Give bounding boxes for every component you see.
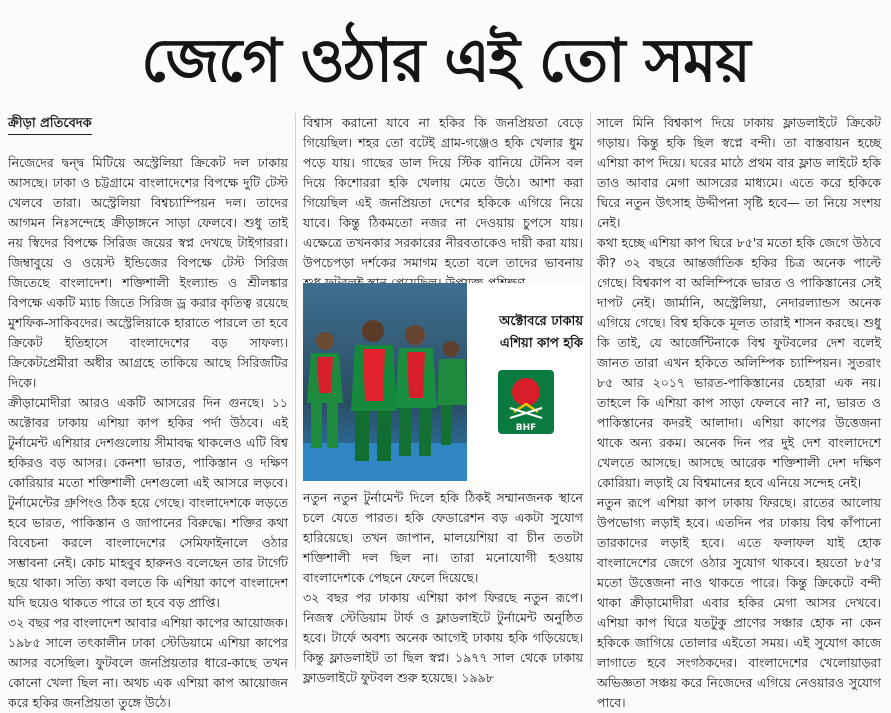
paragraph: বিশ্বাস করানো যাবে না হকির কি জনপ্রিয়তা বেড়ে গিয়েছিল। শহর তো বটেই গ্রাম-গঞ্জেও হকি খেলার ধুম পড়ে যায়। গাছের ডাল দিয়ে স্টিক বানিয়ে টেনিস বল দিয়ে কিশোররা হকি খেলায় মেতে উঠে। আশা করা গিয়েছিল এই জনপ্রিয়তা দেশের হকিকে এগিয়ে নিয়ে যাবে। কিন্তু ঠিকমতো নজর না দেওয়ায় চুপসে যায়। এক্ষেত্রে তখনকার সরকারের নীরবতাকেও দায়ী করা যায়। উপচেপড়া দর্শকের সমাগম হতো বলে তাদের ভাবনায় [303,115,583,270]
article-column-2-top [303,113,583,279]
paragraph: নতুন রূপে এশিয়া কাপ ঢাকায় ফিরছে। রাতের আলোয় উপভোগ্য লড়াই হবে। এতদিন পর ঢাকায় বিশ্ব কাঁপানো তারকাদের লড়াই হবে। এতে ফলাফল যাই হোক বাংলাদেশের জেগে ওঠার সুযোগ থাকবে। হয়তো ৮৫'র মতো উত্তেজনা নাও থাকতে পারে। কিন্তু ক্রিকেটে বন্দী থাকা ক্রীড়ামোদীরা এবার হকির মেগা আসর দেখবে। এশিয়া কাপ ঘিরে যতটুকু প্রাণের সঞ্চার হোক না কেন হকিকে জাগিয়ে তোলার এইতো সময়। এই সুযোগ কাজে লাগাতে হবে সংগঠকদের। বাংলাদেশের খেলোয়াড়রা অভিজ্ঞতা সঞ্চয় করে নিজেদের এগিয়ে নেওয়ারও সুযোগ পাবে। [597,495,881,710]
caption-line: অক্টোবরে ঢাকায় [499,314,583,329]
caption-line: এশিয়া কাপ হকি [499,336,583,351]
paragraph: ক্রীড়ামোদীরা আরও একটি আসরের দিন গুনছে। ১১ অক্টোবর ঢাকায় এশিয়া কাপ হকির পর্দা উঠবে। এই টুর্নামেন্ট এশিয়ার দেশগুলোয় সীমাবদ্ধ থাকলেও এটি বিশ্ব হকিরও বড় আসর। কেনশা ভারত, পাকিস্তান ও দক্ষিণ কোরিয়ার মতো শক্তিশালী দেশগুলো এই আসরে লড়বে। টুর্নামেন্টের গ্রুপিংও ঠিক হয়ে গেছে। বাংলাদেশকে লড়তে হবে ভারত, পাকিস্তান ও জাপানের বিরুদ্ধে। শক্তির কথা বিবেচনা করলে বাংলাদেশের সেমিফাইনালে ওঠার সম্ভাবনা নেই। কোচ মাহবুব হারুনও বলেছেন তার টার্গেট ছয়ে থাকা। সত্যি কথা বলতে কি এশিয়া কাপে বাংলাদেশ যদি ছয়েও থাকতে পারে তা হবে বড় প্রাপ্তি। [8,395,288,610]
photo-caption [471,311,583,355]
paragraph: ৩২ বছর পর ঢাকায় এশিয়া কাপ ফিরছে নতুন রূপে। নিজস্ব স্টেডিয়াম টার্ফ ও ফ্লাডলাইটে টুর্নামেন্ট অনুষ্ঠিত হবে। টার্ফে অবশ্য অনেক আগেই ঢাকায় হকি গড়িয়েছে। কিন্তু ফ্লাডলাইট তা ছিল স্বপ্ন। ১৯৭৭ সাল থেকে ঢাকায় ফ্লাডলাইটে ফুটবল শুরু হয়েছে। ১৯৯৮ [303,590,583,685]
paragraph: সালে মিনি বিশ্বকাপ দিয়ে ঢাকায় ফ্লাডলাইটে ক্রিকেট গড়ায়। কিন্তু হকি ছিল স্বপ্নে বন্দী। তা বাস্তবায়ন হচ্ছে এশিয়া কাপ দিয়ে। ঘরের মাঠে প্রথম বার ফ্লাড লাইটে হকি তাও আবার মেগা আসরের মাধ্যমে। এতে করে হকিকে ঘিরে নতুন উৎসাহ উদ্দীপনা সৃষ্টি হবে— তা নিয়ে সংশয় নেই। [597,115,881,230]
article-column-2-bottom [303,488,583,685]
article-column-1 [8,113,288,710]
article-column-3 [597,113,881,710]
photo-block [303,283,585,481]
paragraph: ৩২ বছর পর বাংলাদেশ আবার এশিয়া কাপের আয়োজক। ১৯৮৫ সালে তৎকালীন ঢাকা স্টেডিয়ামে এশিয়া কাপের আসর বসেছিল। ফুটবলে জনপ্রিয়তার ধারে-কাছে তখন কোনো খেলা ছিল না। অথচ এক এশিয়া কাপ আয়োজন করে হকির জনপ্রিয়তা তুঙ্গে উঠে। [8,615,288,710]
bottom-strip-cropped [0,672,891,681]
column-divider [590,113,591,669]
hockey-team-photo [303,283,467,481]
column-divider [295,113,296,669]
paragraph: নতুন নতুন টুর্নামেন্ট দিলে হকি ঠিকই সম্মানজনক স্থানে চলে যেতে পারত। হকি ফেডারেশন বড় একটা সুযোগ হারিয়েছে। তখন জাপান, মালয়েশিয়া বা চীন ততটা শক্তিশালী দল ছিল না। তারা মনোযোগী হওয়ায় বাংলাদেশকে পেছনে ফেলে দিয়েছে। [303,490,583,585]
byline: ক্রীড়া প্রতিবেদক [8,114,92,135]
paragraph: নিজেদের দ্বন্দ্ব মিটিয়ে অস্ট্রেলিয়া ক্রিকেট দল ঢাকায় আসছে। ঢাকা ও চট্টগ্রামে বাংলাদেশের বিপক্ষে দুটি টেস্ট খেলবে তারা। অস্ট্রেলিয়া বিশ্বচ্যাম্পিয়ন দল। তাদের আগমন নিঃসন্দেহে ক্রীড়াঙ্গনে সাড়া ফেলবে। শুধু তাই নয় স্বিদের বিপক্ষে সিরিজ জয়ের স্বপ্ন দেখছে টাইগাররা। জিম্বাবুয়ে ও ওয়েস্ট ইন্ডিজের বিপক্ষে টেস্ট সিরিজ জিতেছে বাংলাদেশ। শক্তিশালী ইংল্যান্ড ও শ্রীলঙ্কার বিপক্ষে একটি ম্যাচ জিতে সিরিজ ড্র করার কৃতিত্ব রয়েছে মুশফিক-সাকিবদের। অস্ট্রেলিয়াকে হারাতে পারলে তা হবে ক্রিকেট ইতিহাসে বাংলাদেশের বড় সাফল্য। ক্রিকেটপ্রেমীরা অধীর আগ্রহে তাকিয়ে আছে সিরিজটির দিকে। [8,155,288,390]
bhf-logo-icon [496,368,556,436]
bhf-logo-text: BHF [515,423,537,433]
headline: জেগে ওঠার এই তো সময় [141,26,750,96]
paragraph: কথা হচ্ছে এশিয়া কাপ ঘিরে ৮৫'র মতো হকি জেগে উঠবে কী? ৩২ বছরে আন্তর্জাতিক হকির চিত্র অনেক পাল্টে গেছে। বিশ্বকাপ বা অলিম্পিকে ভারত ও পাকিস্তানের সেই দাপট নেই। জার্মানি, অস্ট্রেলিয়া, নেদারল্যান্ডস অনেক এগিয়ে গেছে। বিশ্ব হকিকে মূলত তারাই শাসন করছে। শুধু কি তাই, যে আর্জেন্টিনাকে বিশ্ব ফুটবলের দেশ বলেই জানত তারা এখন হকিতে অলিম্পিক চ্যাম্পিয়ন। সুতরাং ৮৫ আর ২০১৭ ভারত-পাকিস্তানের চেহারা এক নয়। তাহলে কি এশিয়া কাপ সাড়া ফেলবে না? না, ভারত ও পাকিস্তানের কদরই আলাদা। এশিয়া কাপের উত্তেজনা থাকে অন্য রকম। অনেক দিন পর দুই দেশ বাংলাদেশে খেলতে আসছে। আসছে আরেক শক্তিশালী দেশ দক্ষিণ কোরিয়া। লড়াই যে বিশ্বমানের হবে এনিয়ে সন্দেহ নেই। [597,235,881,490]
top-strip-cropped [0,0,891,8]
